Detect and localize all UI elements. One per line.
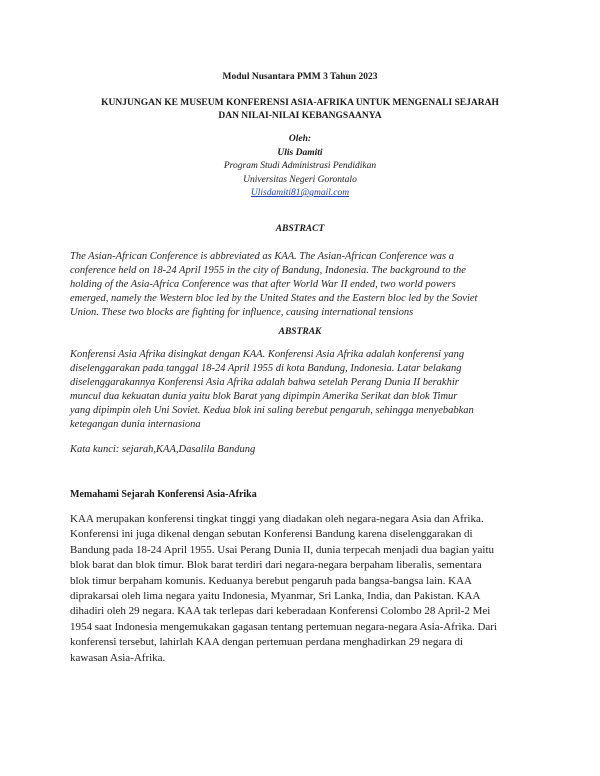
body-line: KAA merupakan konferensi tingkat tinggi yang diadakan oleh negara-negara Asia dan Afrika. (70, 513, 484, 525)
body-line: blok timur berpaham komunis. Keduanya berebut pengaruh pada bangsa-bangsa lain. KAA (70, 574, 472, 587)
abstract-id-line: ketegangan dunia internasiona (70, 419, 201, 430)
abstract-en-line: holding of the Asia-Africa Conference was that after World War II ended, two world powers (70, 279, 456, 290)
paper-title-line: KUNJUNGAN KE MUSEUM KONFERENSI ASIA-AFRIKA UNTUK MENGENALI SEJARAH (101, 98, 499, 108)
abstract-en-line: conference held on 18-24 April 1955 in the city of Bandung, Indonesia. The background to the (70, 265, 466, 276)
body-line: konferensi tersebut, lahirlah KAA dengan pertemuan perdana menghadirkan 29 negara di (70, 636, 464, 649)
abstract-id-text (70, 348, 529, 432)
abstract-id-heading: ABSTRAK (278, 327, 322, 337)
paper-title (70, 97, 530, 123)
abstract-en-line: emerged, namely the Western bloc led by the United States and the Eastern bloc led by the Soviet (70, 293, 478, 304)
section-body (70, 512, 530, 666)
author-block (0, 133, 600, 201)
abstract-en-heading: ABSTRACT (275, 224, 325, 234)
author-university: Universitas Negeri Gorontalo (243, 174, 357, 185)
author-email-link[interactable]: Ulisdamiti81@gmail.com (250, 188, 350, 198)
author-name: Ulis Damiti (277, 147, 323, 158)
body-line: Bandung pada 18-24 April 1955. Usai Perang Dunia II, dunia terpecah menjadi dua bagian yaitu (70, 543, 494, 556)
module-label: Modul Nusantara PMM 3 Tahun 2023 (222, 72, 378, 82)
body-line: blok barat dan blok timur. Blok barat terdiri dari negara-negara berpaham liberalis, sementara (70, 559, 482, 572)
paper-title-line: DAN NILAI-NILAI KEBANGSAANYA (218, 111, 382, 121)
abstract-id-line: muncul dua kekuatan dunia yaitu blok Barat yang dipimpin Amerika Serikat dan blok Timur (70, 391, 458, 402)
section-heading: Memahami Sejarah Konferensi Asia-Afrika (70, 489, 257, 500)
abstract-en-text (70, 250, 529, 320)
author-program: Program Studi Administrasi Pendidikan (223, 161, 377, 171)
abstract-en-line: Union. These two blocks are fighting for influence, causing international tensions (70, 307, 414, 318)
abstract-en-line: The Asian-African Conference is abbreviated as KAA. The Asian-African Conference was a (70, 251, 454, 262)
abstract-id-line: yang dipimpin oleh Uni Soviet. Kedua blok ini saling berebut pengaruh, sehingga menyebabkan (70, 405, 474, 416)
body-line: 1954 saat Indonesia mengemukakan gagasan tentang pertemuan negara-negara Asia-Afrika. Dari (70, 620, 497, 633)
body-line: diprakarsai oleh lima negara yaitu Indonesia, Myanmar, Sri Lanka, India, dan Pakistan. KAA (70, 590, 481, 603)
abstract-id-line: diselenggarakan pada tanggal 18-24 April 1955 di kota Bandung, Indonesia. Latar belakang (70, 363, 462, 374)
body-line: kawasan Asia-Afrika. (70, 651, 166, 664)
body-line: Konferensi ini juga dikenal dengan sebutan Konferensi Bandung karena diselenggarakan di (70, 528, 473, 541)
keywords: Kata kunci: sejarah,KAA,Dasalila Bandung (70, 444, 256, 455)
abstract-id-line: diselenggarakannya Konferensi Asia Afrika adalah bahwa setelah Perang Dunia II berakhir (70, 377, 459, 388)
abstract-id-line: Konferensi Asia Afrika disingkat dengan KAA. Konferensi Asia Afrika adalah konferensi yang (70, 349, 465, 360)
by-label: Oleh: (288, 134, 312, 144)
body-line: dihadiri oleh 29 negara. KAA tak terlepas dari keberadaan Konferensi Colombo 28 April-2 Mei (70, 605, 491, 618)
